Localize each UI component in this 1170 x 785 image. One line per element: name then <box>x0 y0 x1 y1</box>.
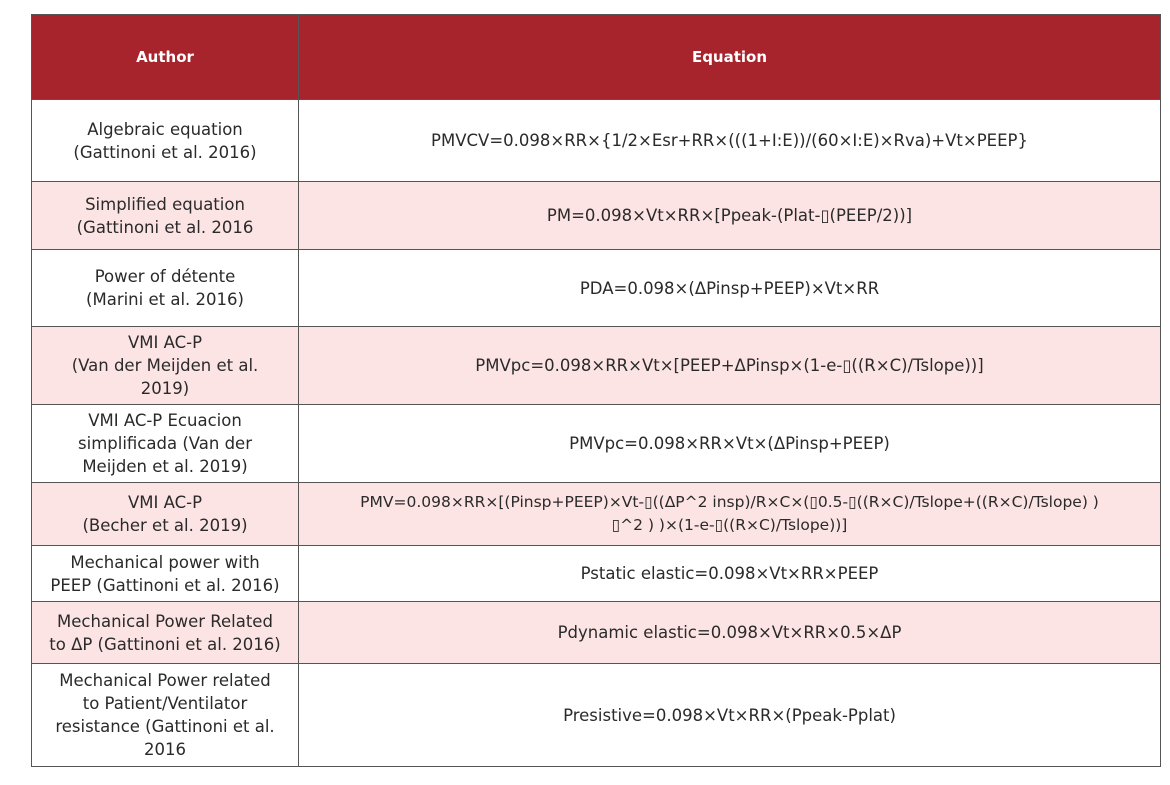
author-line: Meijden et al. 2019) <box>82 457 248 476</box>
author-line: 2016 <box>144 740 186 759</box>
author-line: to Patient/Ventilator <box>82 694 248 713</box>
author-line: resistance (Gattinoni et al. <box>55 717 275 736</box>
equation-cell: PDA=0.098×(ΔPinsp+PEEP)×Vt×RR <box>299 250 1161 327</box>
author-line: simplificada (Van der <box>78 434 252 453</box>
equations-table <box>31 14 1161 767</box>
table-row <box>32 182 1161 250</box>
author-cell <box>32 664 299 767</box>
author-line: PEEP (Gattinoni et al. 2016) <box>50 575 280 595</box>
author-line: Power of détente <box>94 267 236 286</box>
header-row <box>32 15 1161 100</box>
equation-cell: PM=0.098×Vt×RR×[Ppeak-(Plat-▯(PEEP/2))] <box>299 182 1161 250</box>
equation-line: ▯^2 ) )×(1-e-▯((R×C)/Tslope))] <box>611 516 848 534</box>
author-line: (Gattinoni et al. 2016 <box>76 217 254 237</box>
equation-cell: Pstatic elastic=0.098×Vt×RR×PEEP <box>299 546 1161 602</box>
author-cell <box>32 546 299 602</box>
author-cell <box>32 483 299 546</box>
author-cell <box>32 327 299 405</box>
author-line: (Marini et al. 2016) <box>86 290 244 309</box>
equation-cell: PMVpc=0.098×RR×Vt×(ΔPinsp+PEEP) <box>299 405 1161 483</box>
author-cell <box>32 250 299 327</box>
author-line: VMI AC-P Ecuacion <box>88 411 242 430</box>
equation-cell: Pdynamic elastic=0.098×Vt×RR×0.5×ΔP <box>299 602 1161 664</box>
table-row <box>32 546 1161 602</box>
author-line: Simplified equation <box>85 194 245 214</box>
table-row <box>32 483 1161 546</box>
author-line: (Gattinoni et al. 2016) <box>73 142 257 162</box>
equation-cell: PMVCV=0.098×RR×{1/2×Esr+RR×(((1+I:E))/(60×I:E)×Rva)+Vt×PEEP} <box>299 100 1161 182</box>
equation-line: PMV=0.098×RR×[(Pinsp+PEEP)×Vt-▯((ΔP^2 insp)/R×C×(▯0.5-▯((R×C)/Tslope+((R×C)/Tslope) ) <box>360 493 1099 511</box>
author-line: VMI AC-P <box>127 333 203 352</box>
equation-cell: PMVpc=0.098×RR×Vt×[PEEP+ΔPinsp×(1-e-▯((R×C)/Tslope))] <box>299 327 1161 405</box>
table-row <box>32 327 1161 405</box>
table-row <box>32 100 1161 182</box>
table-row <box>32 405 1161 483</box>
table-row <box>32 602 1161 664</box>
equation-cell: Presistive=0.098×Vt×RR×(Ppeak-Pplat) <box>299 664 1161 767</box>
equation-header: Equation <box>299 15 1161 100</box>
author-cell <box>32 602 299 664</box>
author-line: Mechanical Power related <box>59 671 271 690</box>
author-line: (Van der Meijden et al. <box>71 356 259 375</box>
table-row <box>32 250 1161 327</box>
table-row <box>32 664 1161 767</box>
author-line: Algebraic equation <box>87 119 243 139</box>
author-header: Author <box>32 15 299 100</box>
author-cell <box>32 182 299 250</box>
author-line: Mechanical power with <box>70 552 260 572</box>
author-cell <box>32 100 299 182</box>
author-line: Mechanical Power Related <box>57 611 273 631</box>
author-cell <box>32 405 299 483</box>
author-line: (Becher et al. 2019) <box>82 516 248 535</box>
author-line: 2019) <box>140 379 190 398</box>
author-line: VMI AC-P <box>127 493 203 512</box>
author-line: to ΔP (Gattinoni et al. 2016) <box>49 634 281 654</box>
equation-cell <box>299 483 1161 546</box>
